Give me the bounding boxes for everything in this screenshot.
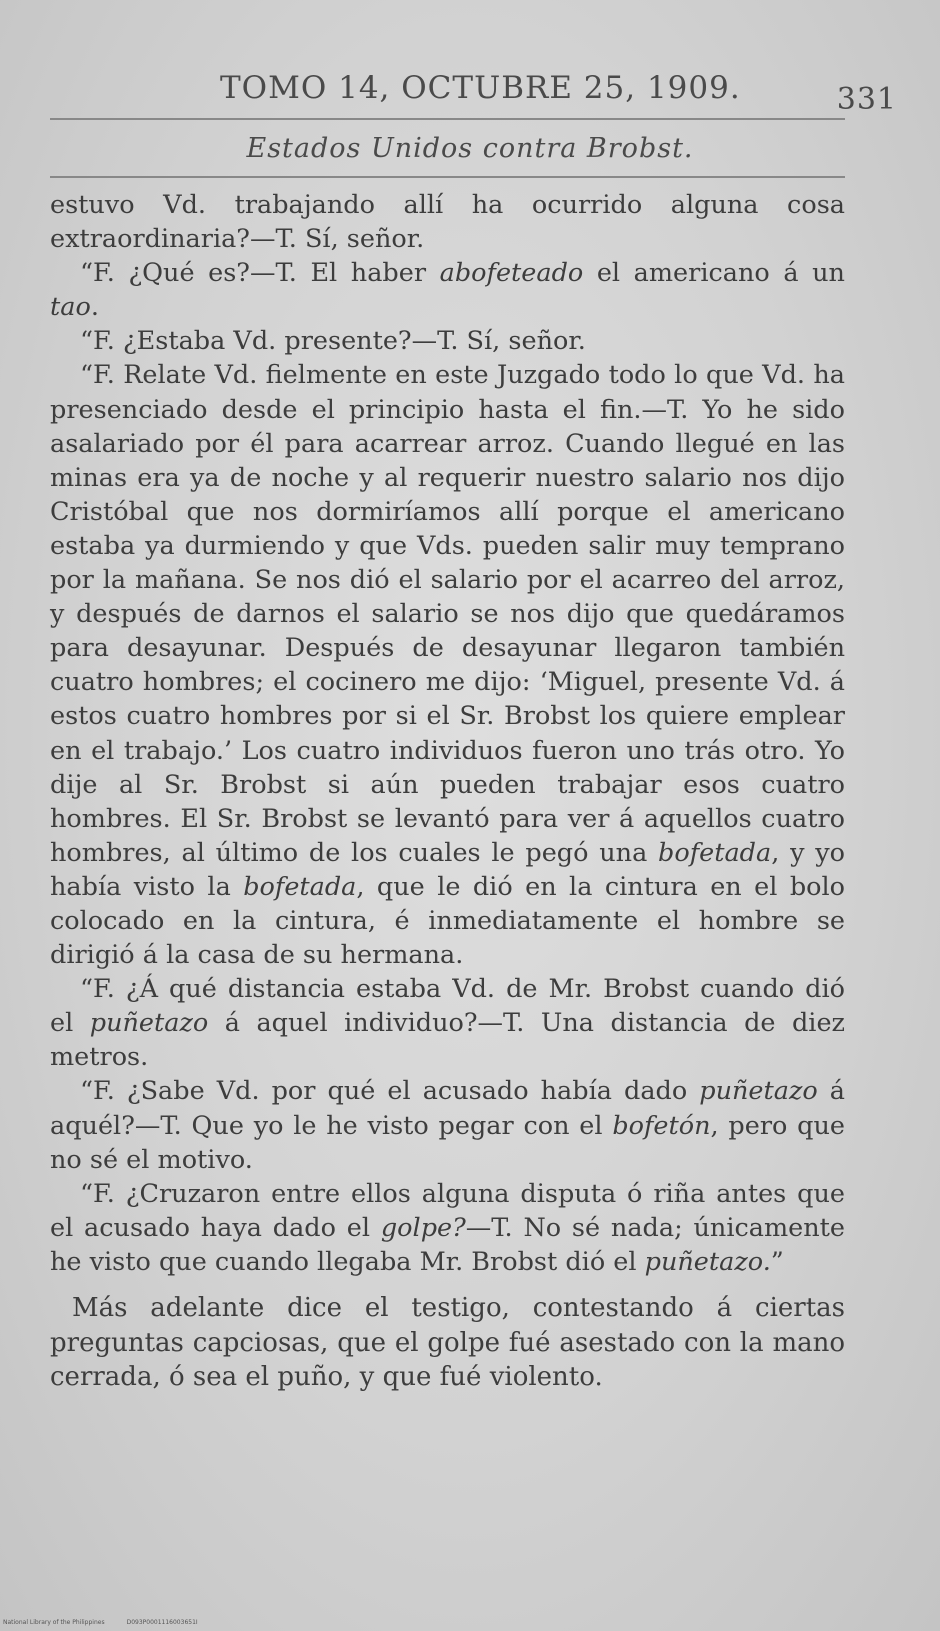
italic-term: puñetazo <box>89 1008 209 1039</box>
text-run: . <box>90 292 99 323</box>
paragraph-6 <box>50 1074 845 1176</box>
running-head <box>50 70 897 117</box>
text-run: , y yo había visto la <box>50 837 845 902</box>
scan-reference: D093P0001116003651I <box>126 1619 198 1626</box>
paragraph-text: Más adelante dice el testigo, contestando á ciertas preguntas capciosas, que el golpe fué asestado con la mano cerrada, ó sea el puño, y que fué violento. <box>50 1293 845 1392</box>
italic-term: bofetada <box>658 837 772 868</box>
page-number: 331 <box>836 82 897 117</box>
text-run: “F. ¿Á qué distancia estaba Vd. de Mr. Brobst cuando dió el <box>50 974 845 1039</box>
text-run: “F. Relate Vd. fielmente en este Juzgado todo lo que Vd. ha presenciado desde el principio hasta el fin.—T. Yo he sido asalariado por él para acarrear arroz. Cuando llegué en las minas era ya de noche y al requerir nuestro salario nos dijo Cristóbal que nos dormiríamos allí porque el americano estaba ya durmiendo y que Vds. pueden salir muy temprano por la mañana. Se nos dió el salario por el acarreo del arroz, y después de darnos el salario se nos dijo que quedáramos para desayunar. Después de desayunar llegaron también cuatro hombres; el cocinero me dijo: ‘Miguel, presente Vd. á estos cuatro hombres por si el Sr. Brobst los quiere emplear en el trabajo.’ Los cuatro individuos fueron uno trás otro. Yo dije al Sr. Brobst si aún pueden trabajar esos cuatro hombres. El Sr. Brobst se levantó para ver á aquellos cuatro hombres, al último de los cuales le pegó una <box>50 360 845 868</box>
italic-term: puñetazo <box>699 1076 818 1107</box>
text-run: —T. No sé nada; únicamente he visto que cuando llegaba Mr. Brobst dió el <box>50 1212 845 1277</box>
header-rule-top <box>50 118 845 120</box>
paragraph-5 <box>50 972 845 1074</box>
paragraph-4 <box>50 358 845 972</box>
text-run: á aquél?—T. Que yo le he visto pegar con el <box>50 1076 846 1141</box>
running-title: TOMO 14, OCTUBRE 25, 1909. <box>220 70 741 106</box>
italic-term: bofetada <box>243 871 357 902</box>
text-run: el americano á un <box>583 258 845 289</box>
paragraph-1 <box>50 188 845 256</box>
text-run: “F. ¿Sabe Vd. por qué el acusado había dado <box>80 1076 700 1107</box>
paragraph-text: “F. ¿Estaba Vd. presente?—T. Sí, señor. <box>80 326 586 357</box>
text-run: ” <box>770 1246 784 1277</box>
paragraph-text: estuvo Vd. trabajando allí ha ocurrido alguna cosa extraordinaria?—T. Sí, señor. <box>50 190 845 255</box>
library-credit: National Library of the Philippines <box>3 1619 105 1626</box>
scan-footer <box>3 1619 220 1626</box>
text-run: “F. ¿Cruzaron entre ellos alguna disputa ó riña antes que el acusado haya dado el <box>50 1178 845 1243</box>
text-run: , que le dió en la cintura en el bolo colocado en la cintura, é inmediatamente el hombre se dirigió á la casa de su hermana. <box>50 871 845 971</box>
italic-term: golpe? <box>380 1212 466 1243</box>
header-rule-bottom <box>50 176 845 178</box>
case-title: Estados Unidos contra Brobst. <box>246 133 694 164</box>
italic-term: puñetazo. <box>644 1246 771 1277</box>
text-run: á aquel individuo?—T. Una distancia de diez metros. <box>50 1008 845 1073</box>
italic-term: abofeteado <box>439 258 584 289</box>
body-text <box>50 188 845 1395</box>
text-run: , pero que no sé el motivo. <box>50 1110 845 1175</box>
text-run: “F. ¿Qué es?—T. El haber <box>80 258 440 289</box>
paragraph-8 <box>50 1291 845 1395</box>
paragraph-7 <box>50 1177 845 1279</box>
paragraph-2 <box>50 256 845 324</box>
italic-term: tao <box>50 292 91 323</box>
italic-term: bofetón <box>612 1110 711 1141</box>
paragraph-3 <box>50 324 845 358</box>
